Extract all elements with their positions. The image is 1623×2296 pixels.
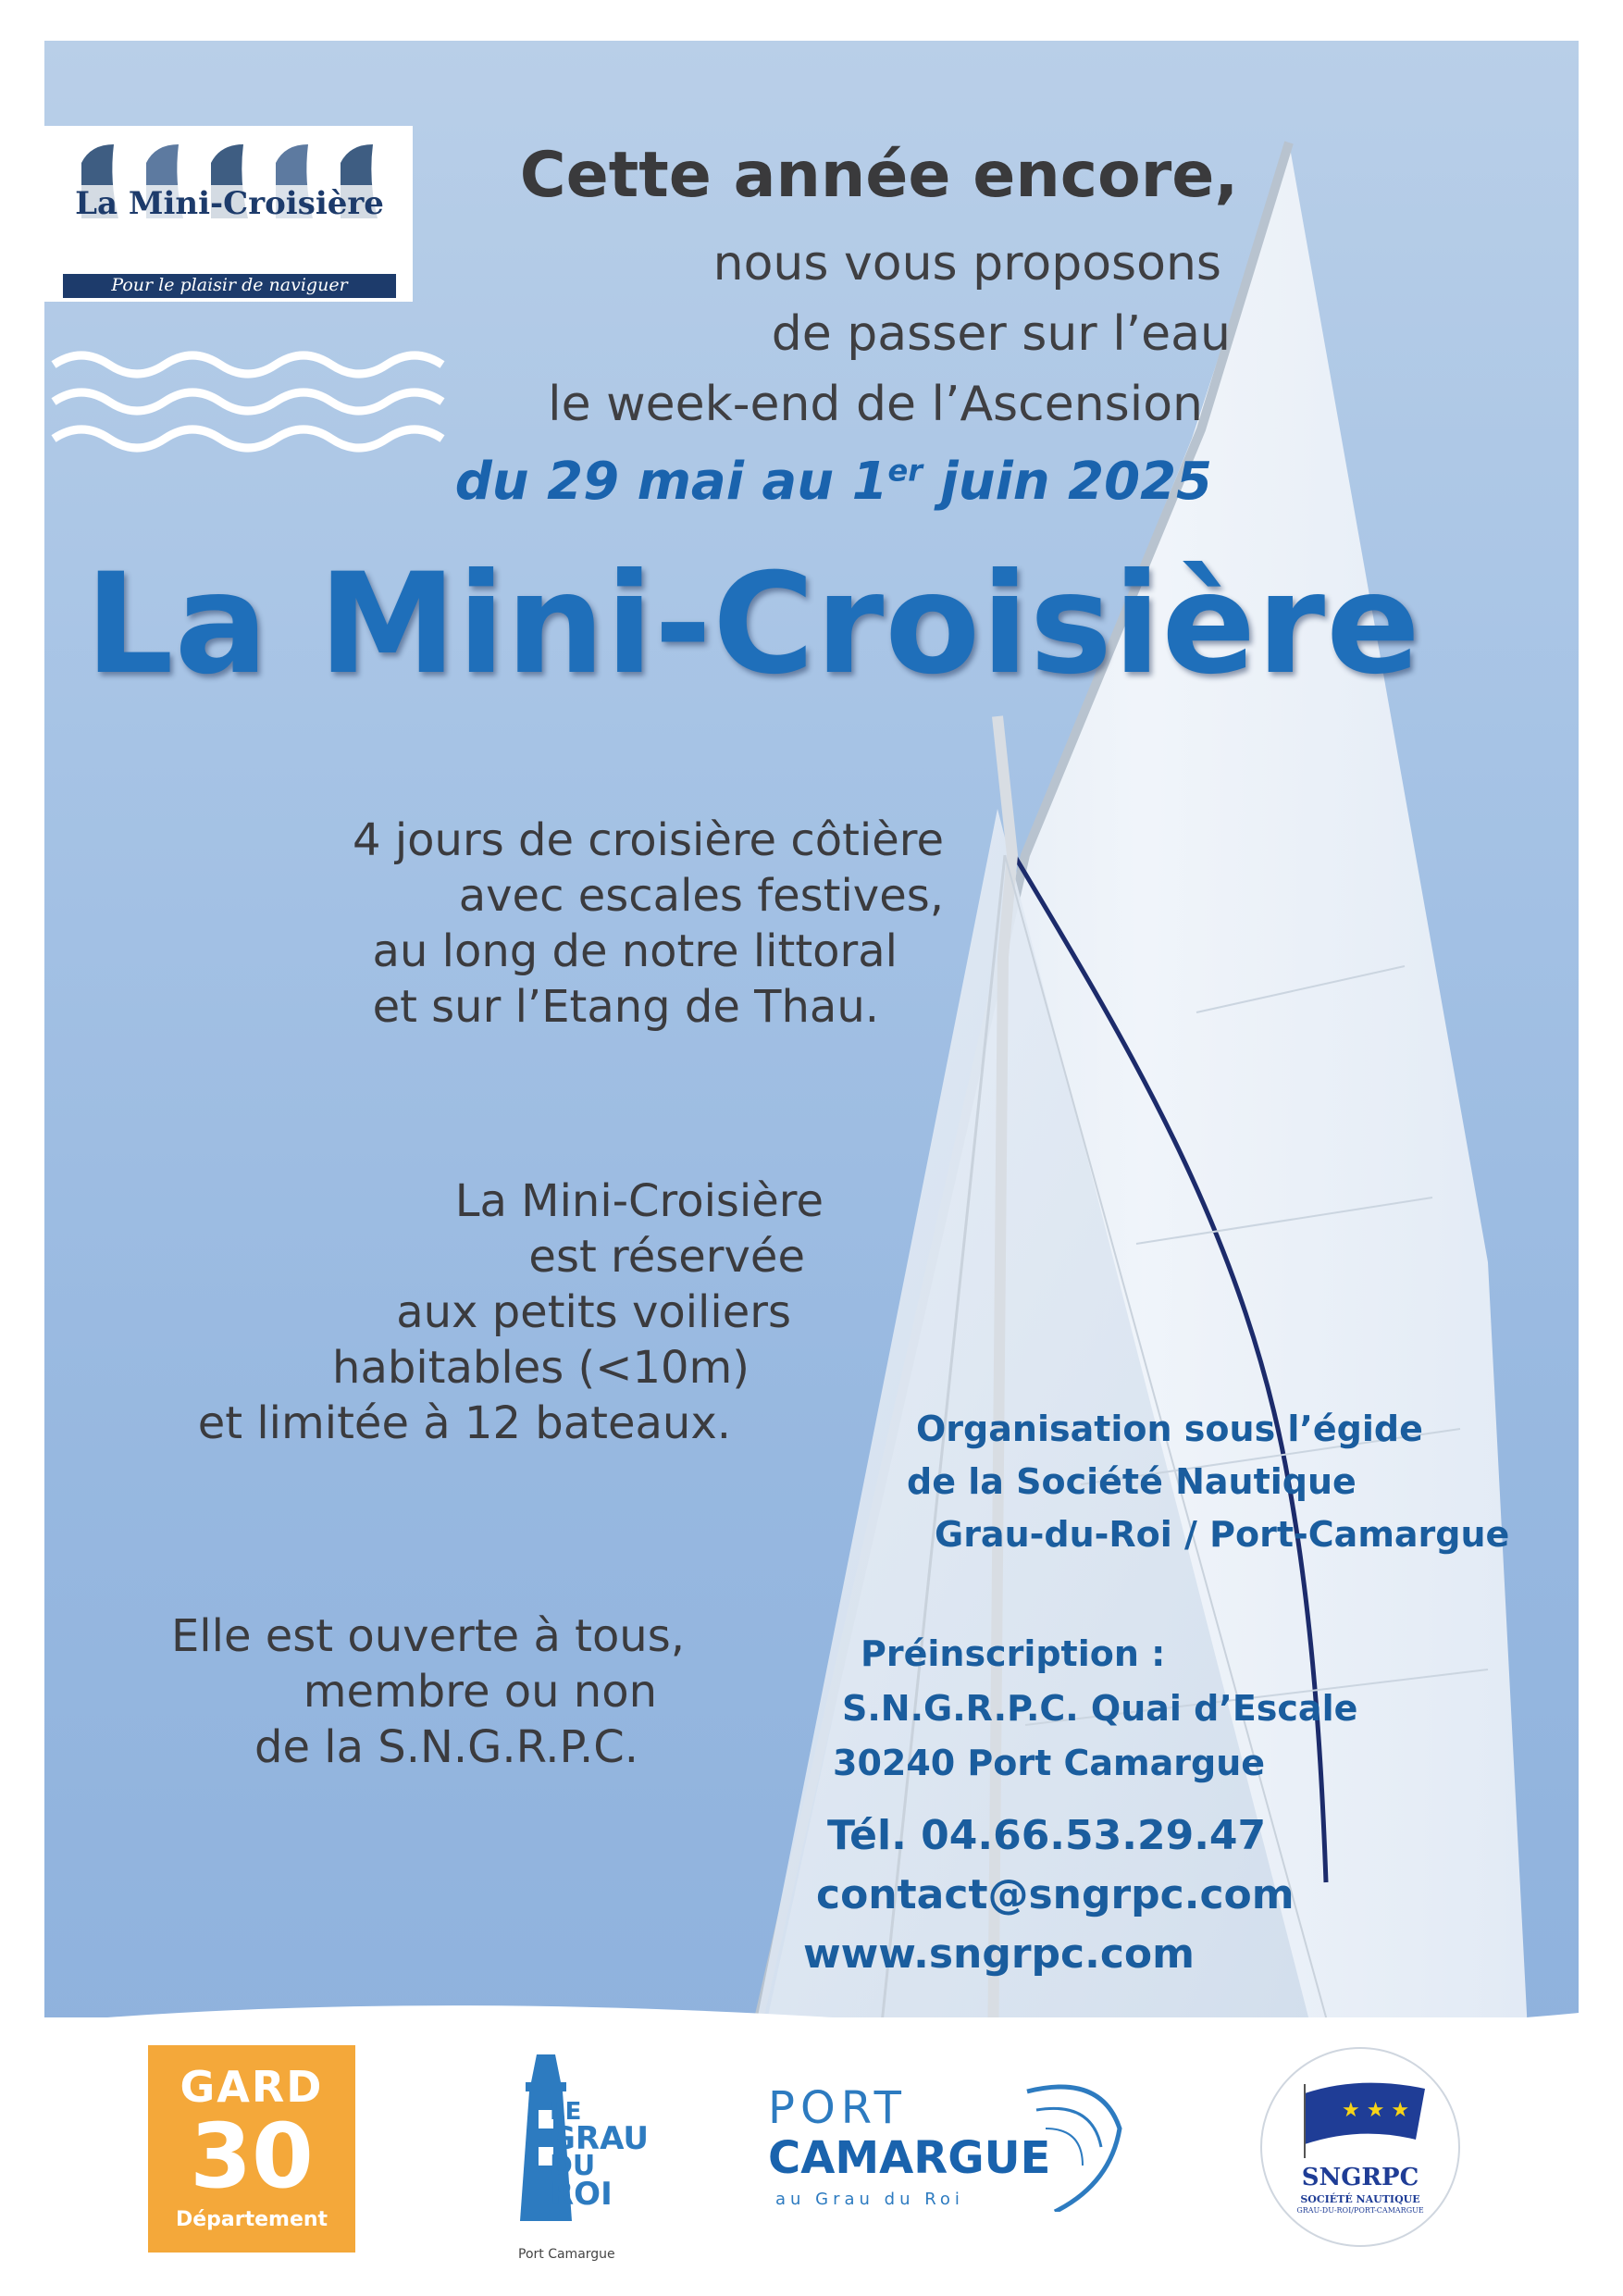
sngrpc-logo xyxy=(1260,2047,1460,2247)
event-dates: du 29 mai au 1er juin 2025 xyxy=(454,452,1212,512)
contact-address-2: 30240 Port Camargue xyxy=(833,1742,1266,1783)
description-line: et sur l’Etang de Thau. xyxy=(372,981,879,1033)
grau-text xyxy=(550,2098,649,2214)
eu-flag-icon xyxy=(1286,2075,1434,2158)
open-line: Elle est ouverte à tous, xyxy=(170,1610,685,1662)
mini-croisiere-logo xyxy=(44,126,413,302)
footer-wave-icon xyxy=(0,1990,1623,2027)
contact-details xyxy=(803,1806,1567,1983)
logo-tagline: Pour le plaisir de naviguer xyxy=(111,275,348,295)
gard-bottom: Département xyxy=(175,2208,328,2231)
contact-address-1: S.N.G.R.P.C. Quai d’Escale xyxy=(842,1687,1358,1729)
port-line-2: CAMARGUE xyxy=(768,2132,1051,2184)
contact-email[interactable]: contact@sngrpc.com xyxy=(816,1870,1295,1918)
contact-phone[interactable]: Tél. 04.66.53.29.47 xyxy=(827,1812,1267,1859)
intro-line-4: le week-end de l’Ascension xyxy=(548,377,1203,432)
grau-line: GRAU xyxy=(550,2119,649,2157)
organisation-line: de la Société Nautique xyxy=(907,1461,1357,1502)
gard-number: 30 xyxy=(190,2104,314,2208)
open-line: de la S.N.G.R.P.C. xyxy=(254,1721,638,1773)
contact-website[interactable]: www.sngrpc.com xyxy=(803,1930,1196,1978)
description-line: au long de notre littoral xyxy=(372,925,898,977)
logo-name: La Mini-Croisière xyxy=(63,185,396,222)
description-block xyxy=(185,813,944,1035)
open-block xyxy=(93,1608,685,1775)
reservation-block xyxy=(93,1173,833,1451)
port-camargue-logo xyxy=(768,2082,1138,2230)
open-line: membre ou non xyxy=(303,1666,657,1718)
reservation-line: La Mini-Croisière xyxy=(454,1175,824,1227)
intro-heading: Cette année encore, xyxy=(519,139,1239,212)
svg-text:★ ★ ★: ★ ★ ★ xyxy=(1342,2099,1410,2122)
grau-line: ROI xyxy=(550,2176,613,2214)
organisation-line: Organisation sous l’égide xyxy=(916,1409,1423,1449)
preinscription-label: Préinscription : xyxy=(861,1633,1166,1674)
reservation-line: est réservée xyxy=(528,1231,805,1283)
grau-line: DU xyxy=(550,2149,596,2182)
sngrpc-sub-1: SOCIÉTÉ NAUTIQUE xyxy=(1300,2193,1420,2205)
reservation-line: habitables (<10m) xyxy=(332,1342,750,1394)
sngrpc-name: SNGRPC xyxy=(1301,2164,1419,2191)
reservation-line: et limitée à 12 bateaux. xyxy=(197,1397,731,1449)
intro-line-2: nous vous proposons xyxy=(712,236,1221,292)
gard-top: GARD xyxy=(180,2062,324,2112)
reservation-line: aux petits voiliers xyxy=(396,1286,791,1338)
grau-caption: Port Camargue xyxy=(518,2247,615,2262)
main-title: La Mini-Croisière xyxy=(85,544,1421,705)
port-line-1: PORT xyxy=(768,2082,907,2134)
description-line: avec escales festives, xyxy=(458,870,944,922)
sngrpc-sub-2: GRAU-DU-ROI/PORT-CAMARGUE xyxy=(1296,2206,1424,2215)
organisation-line: Grau-du-Roi / Port-Camargue xyxy=(935,1514,1510,1555)
gard-department-logo xyxy=(148,2045,355,2253)
organisation-block xyxy=(888,1403,1555,1561)
contact-block xyxy=(833,1627,1527,1791)
grau-line: LE xyxy=(550,2098,582,2126)
port-line-3: au Grau du Roi xyxy=(775,2190,964,2209)
intro-line-3: de passer sur l’eau xyxy=(771,306,1231,362)
grau-du-roi-logo xyxy=(481,2036,648,2267)
description-line: 4 jours de croisière côtière xyxy=(353,814,944,866)
